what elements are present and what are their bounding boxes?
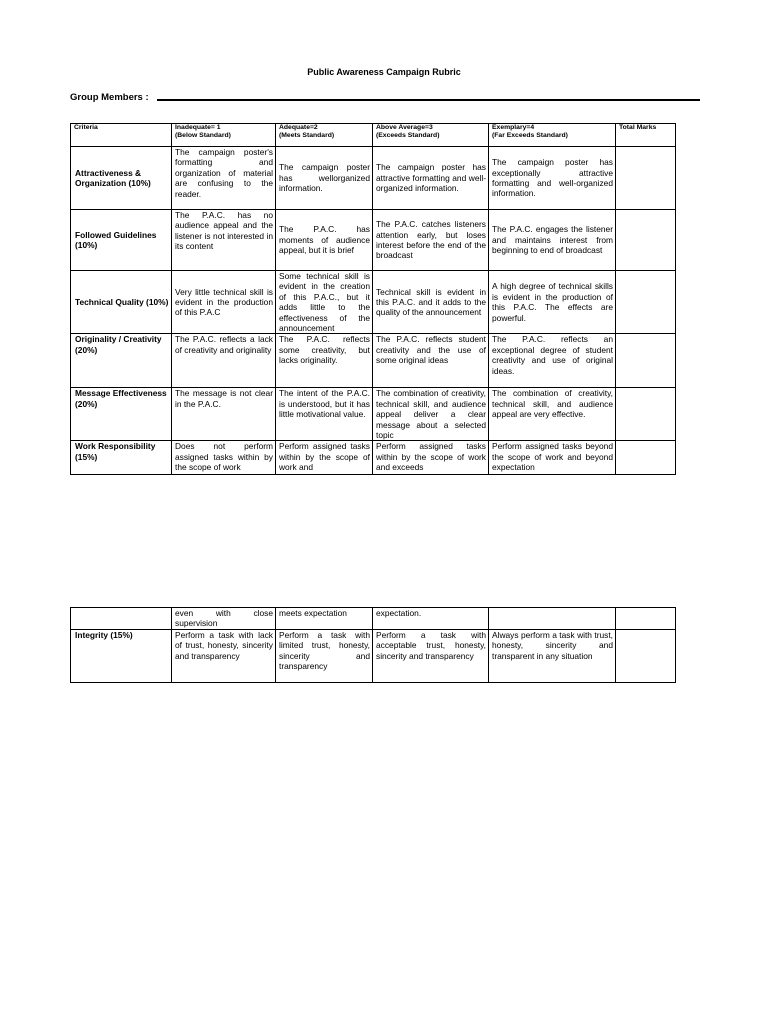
criteria-cell: Attractiveness & Organization (10%) (71, 147, 172, 210)
inadequate-cell: The campaign poster's formatting and organization of material are confusing to the reader. (172, 147, 276, 210)
adequate-cell: meets expectation (276, 608, 373, 630)
exemplary-cell: The combination of creativity, technical skill, and audience appeal are very effective. (489, 388, 616, 441)
adequate-cell: The P.A.C. reflects some creativity, but lacks originality. (276, 334, 373, 388)
adequate-cell: Perform assigned tasks within by the scope of work and (276, 441, 373, 475)
inadequate-cell: even with close supervision (172, 608, 276, 630)
inadequate-cell: The message is not clear in the P.A.C. (172, 388, 276, 441)
exemplary-cell: Always perform a task with trust, honesty, sincerity and transparent in any situation (489, 630, 616, 683)
above-average-cell: The P.A.C. catches listeners attention early, but loses interest before the end of the broadcast (373, 210, 489, 271)
header-above-average: Above Average=3 (Exceeds Standard) (373, 124, 489, 147)
inadequate-cell: Perform a task with lack of trust, honesty, sincerity and transparency (172, 630, 276, 683)
adequate-cell: Some technical skill is evident in the creation of this P.A.C., but it adds little to the effectiveness of the announcement (276, 271, 373, 334)
inadequate-cell: The P.A.C. has no audience appeal and the listener is not interested in its content (172, 210, 276, 271)
table-row (71, 630, 676, 683)
criteria-cell: Message Effectiveness (20%) (71, 388, 172, 441)
header-adequate: Adequate=2 (Meets Standard) (276, 124, 373, 147)
total-marks-cell (616, 210, 676, 271)
total-marks-cell (616, 388, 676, 441)
table-row (71, 334, 676, 388)
exemplary-cell: The campaign poster has exceptionally attractive formatting and well-organized information. (489, 147, 616, 210)
above-average-cell: The P.A.C. reflects student creativity and the use of some original ideas (373, 334, 489, 388)
inadequate-cell: Does not perform assigned tasks within by the scope of work (172, 441, 276, 475)
document-title: Public Awareness Campaign Rubric (307, 67, 461, 77)
criteria-cell: Originality / Creativity (20%) (71, 334, 172, 388)
total-marks-cell (616, 441, 676, 475)
total-marks-cell (616, 630, 676, 683)
table-row (71, 271, 676, 334)
rubric-table-continued (70, 607, 676, 683)
adequate-cell: The P.A.C. has moments of audience appeal, but it is brief (276, 210, 373, 271)
exemplary-cell: The P.A.C. reflects an exceptional degree of student creativity and use of original ideas. (489, 334, 616, 388)
criteria-cell: Followed Guidelines (10%) (71, 210, 172, 271)
criteria-cell: Integrity (15%) (71, 630, 172, 683)
header-inadequate: Inadequate= 1 (Below Standard) (172, 124, 276, 147)
table-row (71, 210, 676, 271)
total-marks-cell (616, 608, 676, 630)
adequate-cell: Perform a task with limited trust, honesty, sincerity and transparency (276, 630, 373, 683)
group-members-label: Group Members : (70, 92, 149, 103)
table-row (71, 441, 676, 475)
above-average-cell: Perform assigned tasks within by the scope of work and exceeds (373, 441, 489, 475)
above-average-cell: The campaign poster has attractive formatting and well-organized information. (373, 147, 489, 210)
adequate-cell: The campaign poster has wellorganized information. (276, 147, 373, 210)
table-row (71, 388, 676, 441)
total-marks-cell (616, 334, 676, 388)
header-exemplary: Exemplary=4 (Far Exceeds Standard) (489, 124, 616, 147)
group-members-blank-line (157, 99, 700, 101)
rubric-table (70, 123, 676, 475)
inadequate-cell: The P.A.C. reflects a lack of creativity and originality (172, 334, 276, 388)
criteria-cell (71, 608, 172, 630)
inadequate-cell: Very little technical skill is evident in the production of this P.A.C (172, 271, 276, 334)
header-criteria: Criteria (71, 124, 172, 147)
criteria-cell: Technical Quality (10%) (71, 271, 172, 334)
table-row (71, 147, 676, 210)
criteria-cell: Work Responsibility (15%) (71, 441, 172, 475)
header-total-marks: Total Marks (616, 124, 676, 147)
exemplary-cell (489, 608, 616, 630)
exemplary-cell: A high degree of technical skills is evident in the production of this P.A.C. The effects are powerful. (489, 271, 616, 334)
adequate-cell: The intent of the P.A.C. is understood, but it has little motivational value. (276, 388, 373, 441)
header-row (71, 124, 676, 147)
exemplary-cell: Perform assigned tasks beyond the scope of work and beyond expectation (489, 441, 616, 475)
total-marks-cell (616, 271, 676, 334)
table-row-continuation (71, 608, 676, 630)
above-average-cell: Technical skill is evident in this P.A.C. and it adds to the quality of the announcement (373, 271, 489, 334)
total-marks-cell (616, 147, 676, 210)
exemplary-cell: The P.A.C. engages the listener and maintains interest from beginning to end of broadcast (489, 210, 616, 271)
above-average-cell: The combination of creativity, technical skill, and audience appeal deliver a clear message about a selected topic (373, 388, 489, 441)
above-average-cell: Perform a task with acceptable trust, honesty, sincerity and transparency (373, 630, 489, 683)
above-average-cell: expectation. (373, 608, 489, 630)
